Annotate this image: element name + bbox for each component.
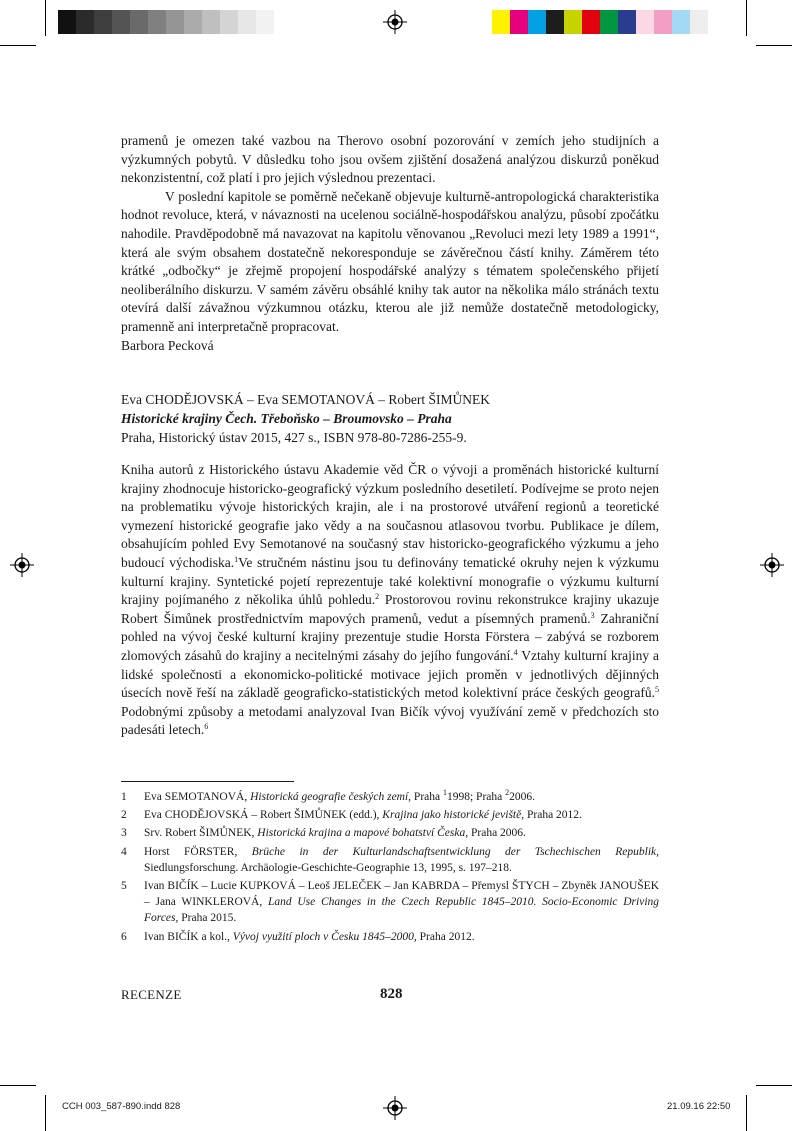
color-swatch [238,10,256,34]
footnote [121,789,659,805]
text-segment: Podobnými způsoby a metodami analyzoval Ivan Bičík vývoj využívání země v předchozích sto padesáti letech. [121,703,659,738]
footnote-divider [121,781,294,782]
book-title: Historické krajiny Čech. Třeboňsko – Broumovsko – Praha [121,411,452,426]
footnote-ref[interactable]: 5 [655,685,659,695]
crop-mark [756,45,792,46]
footnote-ref[interactable]: 3 [590,610,595,620]
footnote [121,844,659,876]
footnote-text: Srv. Robert ŠIMŮNEK, Historická krajina a mapové bohatství Česka, Praha 2006. [144,827,526,840]
footnote-text: Eva CHODĚJOVSKÁ – Robert ŠIMŮNEK (edd.), Krajina jako historické jeviště, Praha 2012. [144,809,582,822]
running-head: RECENZE [121,987,182,1002]
review-body [121,461,659,740]
footnote [121,878,659,927]
footnote-number: 6 [121,930,127,943]
color-swatch [636,10,654,34]
color-swatch [528,10,546,34]
color-swatch [690,10,708,34]
color-swatch [546,10,564,34]
slug-timestamp: 21.09.16 22:50 [667,1101,731,1112]
process-color-bar [492,10,708,34]
text-segment: Prostorovou rovinu rekonstrukce krajiny ukazuje Robert Šimůnek prostřednictvím mapových pramenů, vedut a písemných pramenů. [121,592,660,626]
paragraph [121,461,659,740]
paragraph: V poslední kapitole se poměrně nečekaně objevuje kulturně-antropologická charakteristika hodnot revoluce, která, v návaznosti na ucelenou sociálně-hospodářskou analýzu, působí zpočátku nahodile. Pravděpodobně má navazovat na kapitolu věnovanou „Revoluci mezi lety 1989 a 1991“, která ale svým obsahem dostatečně nekoresponduje se závěrečnou částí knihy. Záměrem této krátké „odbočky“ je zřejmě propojení hospodářské analýzy s tématem společenského přijetí neoliberálního diskurzu. V samém závěru obsáhlé knihy tak autor na několika málo stránách textu otevírá další závažnou výzkumnou otázku, kterou ale již nemůže dostatečně metodologicky, pramenně ani interpretačně propracovat. [121,188,659,334]
color-swatch [564,10,582,34]
footnote-ref[interactable]: 4 [513,647,518,657]
paragraph: pramenů je omezen také vazbou na Therovo osobní pozorování v zemích jeho studijních a výzkumných pobytů. V důsledku toho jsou ovšem zjištění dosažená analýzou diskurzů poněkud nekonzistentní, což platí i pro jejich výslednou prezentaci. [121,133,659,186]
crop-mark [45,0,46,36]
color-swatch [94,10,112,34]
color-swatch [600,10,618,34]
review-header [121,390,659,447]
page-number: 828 [380,986,403,1002]
color-swatch [148,10,166,34]
footnote-ref[interactable]: 1 [234,554,239,564]
footnote-number: 1 [121,791,127,803]
footnote-number: 2 [121,809,127,822]
registration-mark-icon [383,10,407,34]
crop-mark [45,1095,46,1131]
color-swatch [112,10,130,34]
color-swatch [220,10,238,34]
color-swatch [672,10,690,34]
crop-mark [746,1095,747,1131]
reviewer-signature: Barbora Pecková [121,337,214,353]
registration-mark-icon [10,553,34,577]
footnote-ref[interactable]: 2 [375,592,380,602]
book-publication: Praha, Historický ústav 2015, 427 s., ISBN 978-80-7286-255-9. [121,430,467,445]
footnote-text: Ivan BIČÍK a kol., Vývoj využití ploch v Česku 1845–2000, Praha 2012. [144,930,475,943]
book-authors: Eva CHODĚJOVSKÁ – Eva SEMOTANOVÁ – Robert ŠIMŮNEK [121,392,491,407]
previous-review-text [121,132,659,355]
footnote [121,807,659,823]
footnote-ref[interactable]: 6 [204,722,209,732]
footnote-number: 4 [121,845,127,858]
text-segment: Ve stručném nástinu jsou tu definovány tematické okruhy nejen k výzkumu kulturní krajiny. Syntetické pojetí reprezentuje také kolektivní monografie o výzkumu kulturní krajiny pojímaného z několika úhlů pohledu. [121,554,660,608]
footnote-text: Eva SEMOTANOVÁ, Historická geografie českých zemí, Praha $^1$1998; Praha $^2$2006. [144,788,535,803]
color-swatch [184,10,202,34]
color-swatch [76,10,94,34]
footnote [121,929,659,945]
text-segment: Kniha autorů z Historického ústavu Akademie věd ČR o vývoji a proměnách historické kulturní krajiny zhodnocuje historicko-geografický výzkum posledního desetiletí. Podívejme se proto nejen na problematiku vývoje historických krajin, ale i na prostorové utváření regionů a teoretické vymezení historické geografie jako vědy a na současnou atlasovou tvorbu. Publikace je dílem, obsahujícím pohled Evy Semotanové na současný stav historicko-geografického výzkumu a jeho budoucí východiska. [121,462,659,570]
color-swatch [130,10,148,34]
color-swatch [582,10,600,34]
footnote [121,825,659,841]
footnote-number: 5 [121,880,127,893]
slug-filename: CCH 003_587-890.indd 828 [62,1101,181,1112]
color-swatch [202,10,220,34]
color-swatch [492,10,510,34]
footnotes [121,789,659,947]
color-swatch [256,10,274,34]
color-swatch [618,10,636,34]
crop-mark [756,1085,792,1086]
color-swatch [166,10,184,34]
crop-mark [746,0,747,36]
color-swatch [510,10,528,34]
color-swatch [654,10,672,34]
footnote-number: 3 [121,827,127,840]
crop-mark [0,45,36,46]
registration-mark-icon [383,1096,407,1120]
gray-color-bar [58,10,274,34]
text-segment: Zahraniční pohled na vývoj české kulturní krajiny prezentuje studie Horsta Förstera – zabývá se rozborem zlomových zásahů do krajiny a necitelnými zásahy do jejího fungování. [121,610,659,663]
footnote-text: Horst FÖRSTER, Brüche in der Kulturlandschaftsentwicklung der Tschechischen Republik, Siedlungsforschung. Archäologie-Geschichte-Geographie 13, 1995, s. 197–218. [144,845,659,874]
color-swatch [58,10,76,34]
footnote-text: Ivan BIČÍK – Lucie KUPKOVÁ – Leoš JELEČEK – Jan KABRDA – Přemysl ŠTYCH – Zbyněk JANOUŠEK – Jana WINKLEROVÁ, Land Use Changes in the Czech Republic 1845–2010. Socio-Economic Driving Forces, Praha 2015. [144,880,660,925]
registration-mark-icon [760,553,784,577]
text-segment: Vztahy kulturní krajiny a lidské společnosti a ekonomicko-politické motivace jejich proměn v jednotlivých dějinných úsecích nově řeší na základě geograficko-statistických metod kolektivní práce českých geografů. [121,647,660,701]
crop-mark [0,1085,36,1086]
